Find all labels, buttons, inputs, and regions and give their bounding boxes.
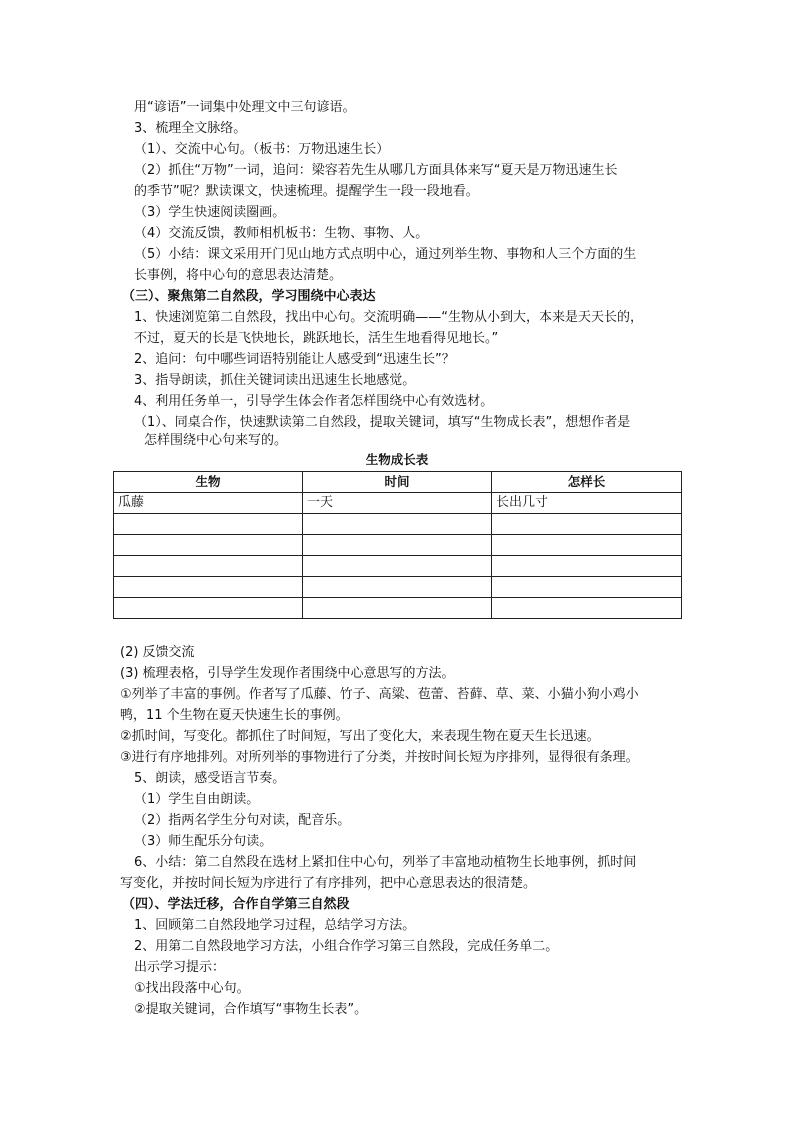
text-line: 出示学习提示： [134,960,226,975]
table-row [114,577,682,598]
text-line: （1）学生自由朗读。 [134,792,260,807]
text-line: 2、用第二自然段地学习方法，小组合作学习第三自然段，完成任务单二。 [134,939,559,954]
text-line: 写变化，并按时间长短为序进行了有序排列，把中心意思表达的很清楚。 [120,876,537,891]
text-line: 6、小结：第二自然段在选材上紧扣住中心句，列举了丰富地动植物生长地事例，抓时间 [134,855,637,870]
text-line: 1、快速浏览第二自然段，找出中心句。交流明确——“生物从小到大，本来是天天长的， [134,310,644,325]
growth-table [113,471,682,619]
table-cell [303,598,492,619]
text-line: 的季节”呢？默读课文，快速梳理。提醒学生一段一段地看。 [134,184,479,199]
column-header: 时间 [303,472,492,493]
column-header: 生物 [114,472,303,493]
text-line: ①找出段落中心句。 [134,981,250,996]
table-cell [492,556,682,577]
table-header-row [114,472,682,493]
text-line: ①列举了丰富的事例。作者写了瓜藤、竹子、高粱、苞蕾、苔藓、草、菜、小猫小狗小鸡小 [120,687,639,702]
text-line: （4）交流反馈，教师相机板书：生物、事物、人。 [134,226,429,241]
text-line: 3、指导朗读，抓住关键词读出迅速生长地感觉。 [134,373,416,388]
table-cell: 长出几寸 [492,493,682,514]
table-row [114,556,682,577]
text-line: 3、梳理全文脉络。 [134,121,247,136]
table-cell [114,577,303,598]
text-line: （1）、同桌合作，快速默读第二自然段，提取关键词，填写“生物成长表”，想想作者是 [134,415,631,430]
table-cell [114,598,303,619]
table-cell [114,514,303,535]
text-line: 怎样围绕中心句来写的。 [144,433,288,448]
text-line: （3）师生配乐分句读。 [134,834,273,849]
table-cell: 一天 [303,493,492,514]
text-line: 不过，夏天的长是飞快地长，跳跃地长，活生生地看得见地长。” [134,331,499,346]
section-heading-3: （三）、聚焦第二自然段，学习围绕中心表达 [122,289,376,304]
text-line: 1、回顾第二自然段地学习过程，总结学习方法。 [134,918,416,933]
table-row [114,598,682,619]
table-row [114,535,682,556]
text-line: (3) 梳理表格，引导学生发现作者围绕中心意思写的方法。 [120,666,455,681]
text-line: （1）、交流中心句。（板书：万物迅速生长） [134,142,390,157]
table-cell [303,535,492,556]
text-line: 用“谚语”一词集中处理文中三句谚语。 [134,100,356,115]
table-cell: 瓜藤 [114,493,303,514]
text-line: 2、追问：句中哪些词语特别能让人感受到“迅速生长”？ [134,352,455,367]
table-cell [492,598,682,619]
section-heading-4: （四）、学法迁移，合作自学第三自然段 [122,897,350,912]
text-line: （5）小结：课文采用开门见山地方式点明中心，通过列举生物、事物和人三个方面的生 [134,247,637,262]
table-caption: 生物成长表 [365,452,429,467]
table-cell [492,514,682,535]
text-line: 5、朗读，感受语言节奏。 [134,771,286,786]
text-line: (2) 反馈交流 [120,645,195,660]
table-row [114,493,682,514]
text-line: （2）指两名学生分句对读，配音乐。 [134,813,351,828]
table-cell [303,577,492,598]
text-line: 鸭，11 个生物在夏天快速生长的事例。 [120,708,349,723]
table-cell [492,535,682,556]
text-line: 4、利用任务单一，引导学生体会作者怎样围绕中心有效选材。 [134,394,494,409]
table-cell [303,556,492,577]
text-line: ②提取关键词，合作填写“事物生长表”。 [134,1002,368,1017]
table-row [114,514,682,535]
text-line: ③进行有序地排列。对所列举的事物进行了分类，并按时间长短为序排列，显得很有条理。 [120,750,639,765]
table-cell [303,514,492,535]
column-header: 怎样长 [492,472,682,493]
table-cell [114,556,303,577]
text-line: （3）学生快速阅读圈画。 [134,205,286,220]
text-line: （2）抓住“万物”一词，追问：梁容若先生从哪几方面具体来写“夏天是万物迅速生长 [134,163,618,178]
text-line: ②抓时间，写变化。都抓住了时间短，写出了变化大，来表现生物在夏天生长迅速。 [120,729,600,744]
table-cell [492,577,682,598]
table-cell [114,535,303,556]
text-line: 长事例，将中心句的意思表达清楚。 [134,268,343,283]
